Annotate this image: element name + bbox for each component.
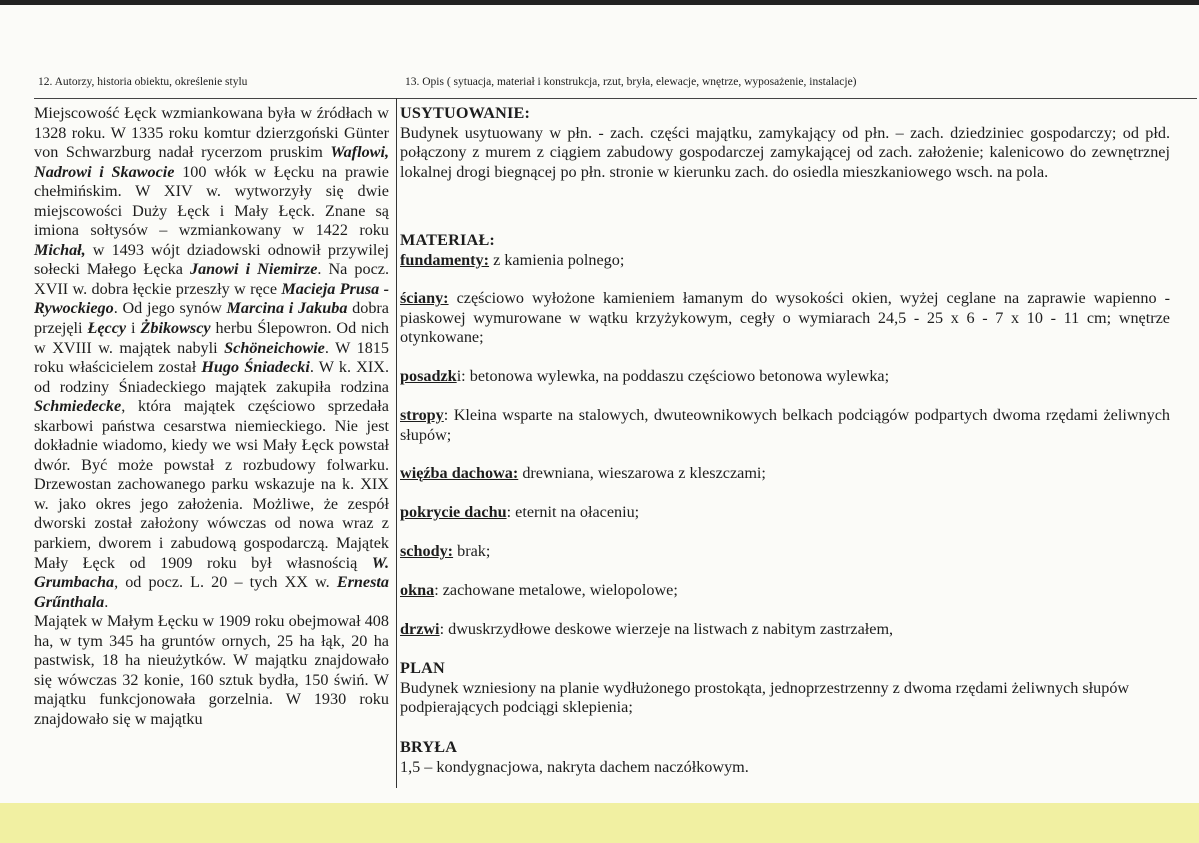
wiezba-text: drewniana, wieszarowa z kleszczami; [518, 464, 766, 482]
drzwi-text: : dwuskrzydłowe deskowe wierzeje na listwach z nabitym zastrzałem, [439, 620, 894, 638]
material-heading: MATERIAŁ: [400, 231, 496, 249]
section-13-header: 13. Opis ( sytuacja, materiał i konstrukcja, rzut, bryła, elewacje, wnętrze, wyposażenie, instalacje) [405, 76, 857, 88]
section-12-header: 12. Autorzy, historia obiektu, określenie stylu [38, 76, 248, 88]
okna-label: okna [400, 581, 435, 599]
bryla-heading: BRYŁA [400, 738, 458, 756]
sciany-text: częściowo wyłożone kamieniem łamanym do wysokości okien, wyżej ceglane na zaprawie wapienno - piaskowej wymurowane w wątku krzyżykowym, cegły o wymiarach 24,5 - 25 x 6 - 7 x 10 - 11 cm; wnętrze otynkowane; [400, 289, 1170, 347]
schody-text: brak; [453, 542, 491, 560]
history-name-run: Schöneichowie [224, 338, 325, 357]
history-name-run: Ernesta Grűnthala [34, 573, 389, 611]
material-section [400, 231, 1170, 270]
bryla-text: 1,5 – kondygnacjowa, nakryta dachem naczółkowym. [400, 757, 749, 776]
usytuowanie-text: Budynek usytuowany w płn. - zach. części majątku, zamykający od płn. – zach. dziedziniec gospodarczy; od płd. połączony z murem z ciągiem zabudowy gospodarczej zamykającej od zach. założenie; kalenicowo do zewnętrznej lokalnej drogi biegnącej po płn. stronie w kierunku zach. do osiedla mieszkaniowego wsch. na pola. [400, 123, 1170, 181]
history-text-run: . Na pocz. XVII w. dobra łęckie przeszły w ręce [34, 260, 389, 298]
schody-label: schody: [400, 542, 454, 560]
posadzki-label: posadzk [400, 367, 457, 385]
history-name-run: Żbikowscy [140, 319, 211, 338]
history-text-run: Miejscowość Łęck wzmiankowana była w źródłach w 1328 roku. W 1335 roku komtur dzierzgoński Günter von Schwarzburg nadał rycerzom pruskim [34, 104, 389, 162]
fundamenty-line [400, 251, 1170, 271]
history-name-run: Macieja Prusa - Rywockiego [34, 279, 389, 318]
estate-paragraph: Majątek w Małym Łęcku w 1909 roku obejmował 408 ha, w tym 345 ha gruntów ornych, 25 ha łąk, 20 ha pastwisk, 18 ha nieużytków. W majątku znajdowało się wówczas 32 konie, 160 sztuk bydła, 150 świń. W majątku funkcjonowała gorzelnia. W 1930 roku znajdowało się w majątku [34, 612, 389, 728]
scan-bottom-band [0, 803, 1199, 843]
posadzki-text: i: betonowa wylewka, na poddaszu częściowo betonowa wylewka; [456, 367, 890, 385]
history-text-run: , od pocz. L. 20 – tych XX w. [114, 573, 337, 592]
column-divider [396, 98, 397, 788]
table-top-rule [34, 98, 1197, 99]
wiezba-label: więźba dachowa: [400, 464, 519, 482]
posadzki-item [400, 367, 1170, 387]
history-name-run: Hugo Śniadecki [201, 358, 310, 377]
pokrycie-text: : eternit na ołaceniu; [506, 503, 640, 521]
history-paragraph [34, 104, 389, 612]
history-text-run: . W 1815 roku właścicielem został [34, 338, 389, 377]
drzwi-label: drzwi [400, 620, 440, 638]
history-name-run: Michał, [34, 240, 86, 259]
history-name-run: W. Grumbacha [34, 553, 389, 592]
pokrycie-item [400, 503, 1170, 523]
history-text-run: herbu Ślepowron. Od nich w XVIII w. majątek nabyli [34, 319, 390, 357]
history-name-run: Janowi i Niemirze [189, 260, 318, 279]
history-text-run: w 1493 wójt dziadowski odnowił przywilej sołecki Małego Łęcka [34, 240, 389, 279]
fundamenty-text: z kamienia polnego; [489, 250, 625, 269]
stropy-item [400, 406, 1170, 445]
usytuowanie-heading: USYTUOWANIE: [400, 104, 531, 122]
drzwi-item [400, 620, 1170, 640]
fundamenty-label: fundamenty: [400, 250, 490, 269]
plan-heading: PLAN [400, 659, 445, 677]
okna-text: : zachowane metalowe, wielopolowe; [434, 581, 678, 599]
pokrycie-label: pokrycie dachu [400, 503, 507, 521]
bryla-section [400, 738, 1170, 777]
stropy-label: stropy [400, 406, 444, 424]
history-name-run: Schmiedecke [34, 397, 122, 416]
scan-top-edge [0, 0, 1199, 5]
wiezba-item [400, 464, 1170, 484]
history-column [34, 104, 389, 730]
sciany-label: ściany: [400, 289, 449, 307]
stropy-text: : Kleina wsparte na stalowych, dwuteownikowych belkach podciągów podpartych dwoma rzędami żeliwnych słupów; [400, 406, 1170, 444]
history-text-run: . Od jego synów [113, 299, 227, 318]
okna-item [400, 581, 1170, 601]
history-text-run: , która majątek częściowo sprzedała skarbowi państwa cesarstwa niemieckiego. Nie jest dokładnie wiadomo, kiedy we wsi Mały Łęck powstał dwór. Być może powstał z rozbudowy folwarku. Drzewostan zachowanego parku wskazuje na k. XIX w. jako okres jego założenia. Możliwe, że zespół dworski został założony wówczas od nowa wraz z parkiem, dworem i zabudową gospodarczą. Majątek Mały Łęck od 1909 roku był własnością [34, 397, 389, 572]
history-text-run: . [104, 592, 109, 611]
history-text-run: i [126, 319, 141, 338]
sciany-item [400, 289, 1170, 348]
history-text-run: dobra przejęli [34, 299, 389, 338]
history-name-run: Waflowi, Nadrowi i Skawocie [34, 143, 389, 181]
history-name-run: Łęccy [87, 319, 127, 338]
history-text-run: . W k. XIX. od rodziny Śniadeckiego majątek zakupiła rodzina [34, 358, 389, 396]
history-name-run: Marcina i Jakuba [226, 299, 348, 318]
plan-text: Budynek wzniesiony na planie wydłużonego prostokąta, jednoprzestrzenny z dwoma rzędami żeliwnych słupów podpierających podciągi sklepienia; [400, 678, 1130, 717]
schody-item [400, 542, 1170, 562]
usytuowanie-section [400, 104, 1170, 182]
history-text-run: 100 włók w Łęcku na prawie chełmińskim. W XIV w. wytworzyły się dwie miejscowości Duży Łęck i Mały Łęck. Znane są imiona sołtysów – wzmiankowany w 1422 roku [34, 162, 389, 240]
plan-section [400, 659, 1170, 718]
